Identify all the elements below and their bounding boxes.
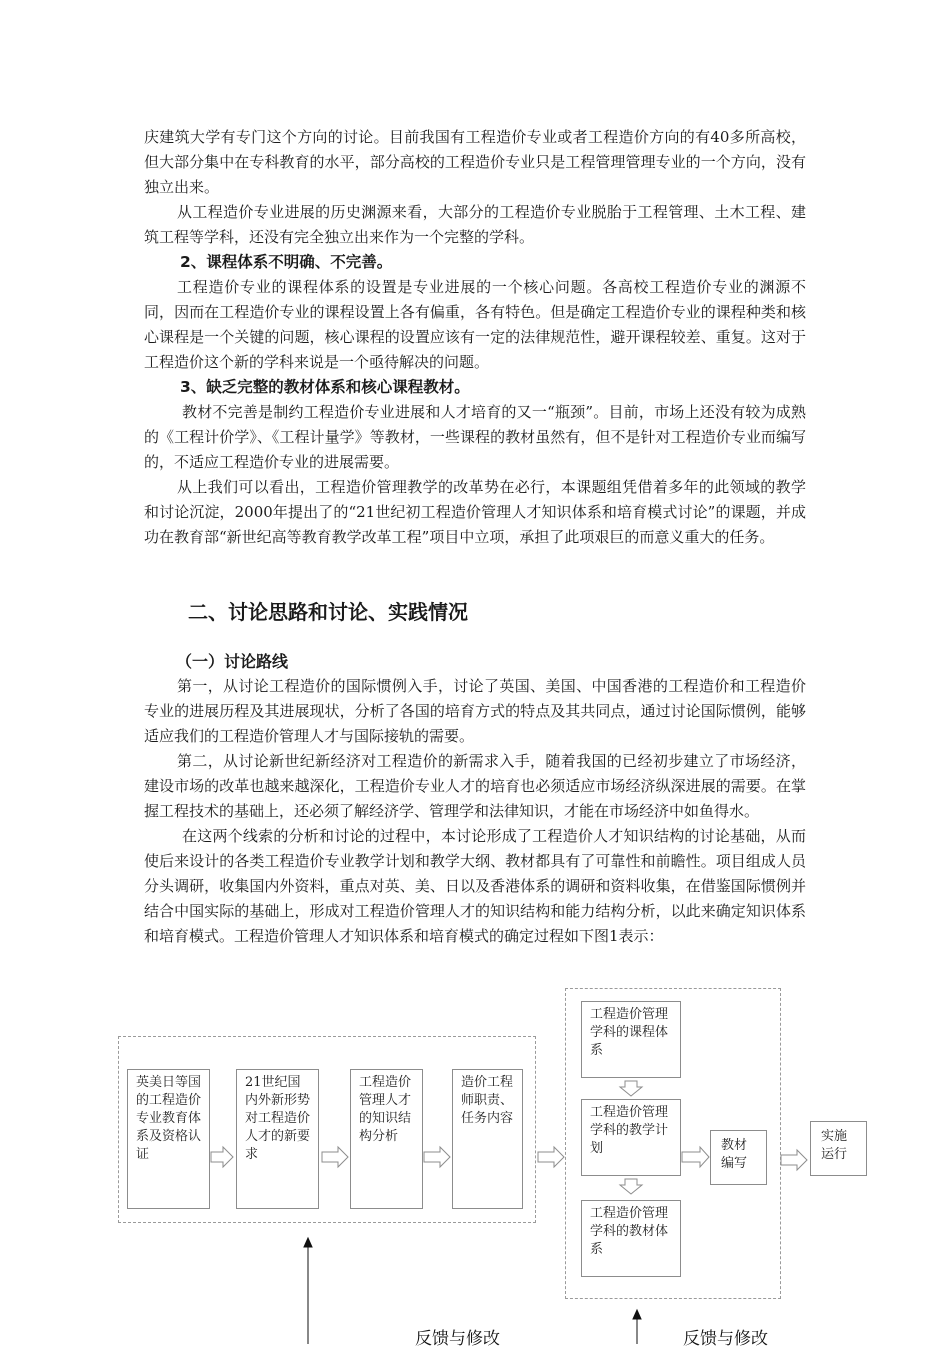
paragraph-process: 在这两个线索的分析和讨论的过程中，本讨论形成了工程造价人才知识结构的讨论基础，从而使后来设计的各类工程造价专业教学计划和教学大纲、教材都具有了可靠性和前瞻性。项目组成人员分头调研，收集国内外资料，重点对英、美、日以及香港体系的调研和资料收集，在借鉴国际惯例并结合中国实际的基础上，形成对工程造价管理人才的知识结构和能力结构分析，以此来确定知识体系和培育模式。工程造价管理人才知识体系和培育模式的确定过程如下图1表示： [144,827,806,945]
paragraph-textbooks: 教材不完善是制约工程造价专业进展和人才培育的又一“瓶颈”。目前，市场上还没有较为成熟的《工程计价学》、《工程计量学》等教材，一些课程的教材虽然有，但不是针对工程造价专业而编写的，不适应工程造价专业的进展需要。 [144,403,806,471]
heading-curriculum: 2、课程体系不明确、不完善。 [180,253,393,271]
arrow-up-icon [304,1238,312,1247]
box-knowledge-structure: 工程造价管理人才的知识结构分析 [350,1069,423,1209]
paragraph-reform: 从上我们可以看出，工程造价管理教学的改革势在必行，本课题组凭借着多年的此领域的教学和讨论沉淀，2000年提出了的“21世纪初工程造价管理人才知识体系和培育模式讨论”的课题，并成功在教育部“新世纪高等教育教学改革工程”项目中立项，承担了此项艰巨的而意义重大的任务。 [144,478,806,546]
box-international-systems: 英美日等国的工程造价专业教育体系及资格认证 [127,1069,210,1209]
paragraph-curriculum: 工程造价专业的课程体系的设置是专业进展的一个核心问题。各高校工程造价专业的渊源不同，因而在工程造价专业的课程设置上各有偏重，各有特色。但是确定工程造价专业的课程种类和核心课程是一个关键的问题，核心课程的设置应该有一定的法律规范性，避开课程较差、重复。这对于工程造价这个新的学科来说是一个亟待解决的问题。 [144,278,806,371]
feedback-label-right: 反馈与修改 [683,1329,768,1349]
feedback-label-left: 反馈与修改 [415,1329,500,1349]
arrow-right-icon [424,1147,450,1167]
heading-textbooks: 3、缺乏完整的教材体系和核心课程教材。 [180,378,470,396]
box-teaching-plan: 工程造价管理学科的教学计划 [581,1099,681,1176]
arrow-right-icon [781,1150,807,1170]
paragraph-first: 第一，从讨论工程造价的国际惯例入手，讨论了英国、美国、中国香港的工程造价和工程造价专业的进展历程及其进展现状，分析了各国的培育方式的特点及其共同点，通过讨论国际惯例，能够适应我们的工程造价管理人才与国际接轨的需要。 [144,677,806,745]
arrow-right-icon [682,1147,709,1167]
box-textbook-system: 工程造价管理学科的教材体系 [581,1200,681,1277]
box-new-requirements: 21世纪国内外新形势对工程造价人才的新要求 [236,1069,319,1209]
arrow-up-icon [633,1310,641,1319]
arrow-down-icon [620,1081,642,1096]
arrow-right-icon [322,1147,348,1167]
arrow-right-icon [211,1147,233,1167]
box-implementation: 实施运行 [810,1121,867,1176]
subsection-title: （一）讨论路线 [176,652,289,671]
paragraph-second: 第二，从讨论新世纪新经济对工程造价的新需求入手，随着我国的已经初步建立了市场经济，建设市场的改革也越来越深化，工程造价专业人才的培育也必须适应市场经济纵深进展的需要。在掌握工程技术的基础上，还必须了解经济学、管理学和法律知识，才能在市场经济中如鱼得水。 [144,752,806,820]
paragraph-continued: 庆建筑大学有专门这个方向的讨论。目前我国有工程造价专业或者工程造价方向的有40多所高校，但大部分集中在专科教育的水平，部分高校的工程造价专业只是工程管理管理专业的一个方向，没有独立出来。 [144,128,806,196]
arrow-down-icon [620,1179,642,1194]
box-course-system: 工程造价管理学科的课程体系 [581,1001,681,1078]
arrow-right-icon [538,1147,564,1167]
section-title: 二、讨论思路和讨论、实践情况 [188,600,468,624]
paragraph-history: 从工程造价专业进展的历史渊源来看，大部分的工程造价专业脱胎于工程管理、土木工程、建筑工程等学科，还没有完全独立出来作为一个完整的学科。 [144,203,806,246]
box-textbook-writing: 教材编写 [710,1130,767,1185]
box-engineer-duties: 造价工程师职责、任务内容 [452,1069,523,1209]
